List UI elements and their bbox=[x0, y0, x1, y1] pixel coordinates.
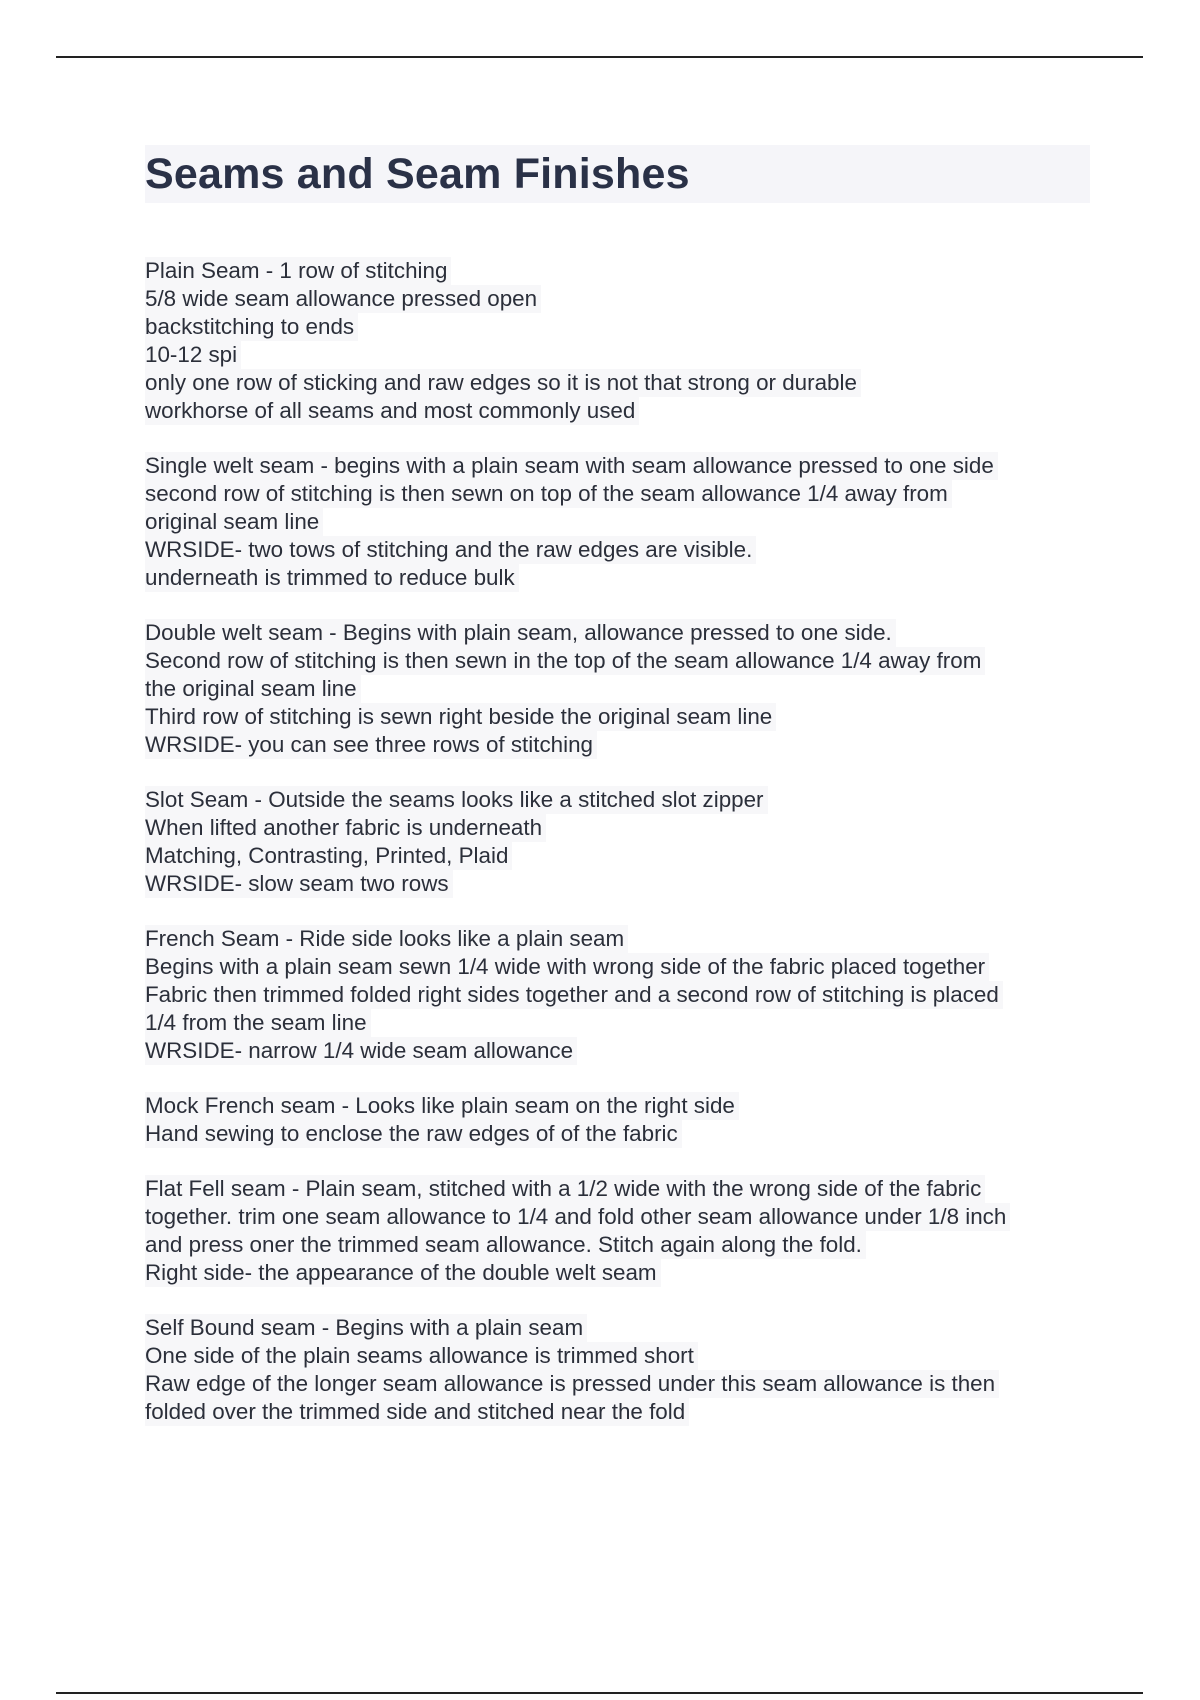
text-line: WRSIDE- you can see three rows of stitching bbox=[145, 731, 597, 759]
text-line: French Seam - Ride side looks like a plain seam bbox=[145, 925, 628, 953]
text-line: folded over the trimmed side and stitched near the fold bbox=[145, 1398, 689, 1426]
text-line: Double welt seam - Begins with plain seam, allowance pressed to one side. bbox=[145, 619, 896, 647]
text-line: together. trim one seam allowance to 1/4 and fold other seam allowance under 1/8 inch bbox=[145, 1203, 1010, 1231]
top-rule bbox=[56, 56, 1143, 58]
section-paragraph bbox=[145, 786, 1090, 898]
text-line: underneath is trimmed to reduce bulk bbox=[145, 564, 519, 592]
sections bbox=[145, 257, 1090, 1426]
text-line: Fabric then trimmed folded right sides together and a second row of stitching is placed bbox=[145, 981, 1003, 1009]
text-line: WRSIDE- two tows of stitching and the raw edges are visible. bbox=[145, 536, 756, 564]
section-paragraph bbox=[145, 1314, 1090, 1426]
section-paragraph bbox=[145, 925, 1090, 1065]
text-line: Right side- the appearance of the double welt seam bbox=[145, 1259, 661, 1287]
bottom-rule bbox=[56, 1692, 1143, 1694]
text-line: 5/8 wide seam allowance pressed open bbox=[145, 285, 541, 313]
text-line: Slot Seam - Outside the seams looks like a stitched slot zipper bbox=[145, 786, 768, 814]
text-line: Plain Seam - 1 row of stitching bbox=[145, 257, 451, 285]
section-paragraph bbox=[145, 1175, 1090, 1287]
text-line: 1/4 from the seam line bbox=[145, 1009, 371, 1037]
text-line: One side of the plain seams allowance is trimmed short bbox=[145, 1342, 698, 1370]
text-line: Single welt seam - begins with a plain seam with seam allowance pressed to one side bbox=[145, 452, 998, 480]
text-line: second row of stitching is then sewn on top of the seam allowance 1/4 away from bbox=[145, 480, 952, 508]
text-line: Mock French seam - Looks like plain seam on the right side bbox=[145, 1092, 739, 1120]
text-line: 10-12 spi bbox=[145, 341, 241, 369]
title-banner bbox=[145, 145, 1090, 203]
text-line: workhorse of all seams and most commonly used bbox=[145, 397, 639, 425]
text-line: Self Bound seam - Begins with a plain seam bbox=[145, 1314, 587, 1342]
text-line: WRSIDE- slow seam two rows bbox=[145, 870, 453, 898]
text-line: Flat Fell seam - Plain seam, stitched with a 1/2 wide with the wrong side of the fabric bbox=[145, 1175, 985, 1203]
text-line: Matching, Contrasting, Printed, Plaid bbox=[145, 842, 512, 870]
text-line: original seam line bbox=[145, 508, 323, 536]
text-line: backstitching to ends bbox=[145, 313, 358, 341]
page-title: Seams and Seam Finishes bbox=[145, 150, 690, 198]
text-line: only one row of sticking and raw edges so it is not that strong or durable bbox=[145, 369, 861, 397]
text-line: the original seam line bbox=[145, 675, 361, 703]
text-line: WRSIDE- narrow 1/4 wide seam allowance bbox=[145, 1037, 577, 1065]
text-line: Third row of stitching is sewn right beside the original seam line bbox=[145, 703, 776, 731]
text-line: Begins with a plain seam sewn 1/4 wide with wrong side of the fabric placed together bbox=[145, 953, 989, 981]
section-paragraph bbox=[145, 257, 1090, 425]
section-paragraph bbox=[145, 619, 1090, 759]
section-paragraph bbox=[145, 452, 1090, 592]
text-line: and press oner the trimmed seam allowance. Stitch again along the fold. bbox=[145, 1231, 866, 1259]
text-line: Second row of stitching is then sewn in the top of the seam allowance 1/4 away from bbox=[145, 647, 985, 675]
text-line: Raw edge of the longer seam allowance is pressed under this seam allowance is then bbox=[145, 1370, 999, 1398]
text-line: Hand sewing to enclose the raw edges of of the fabric bbox=[145, 1120, 682, 1148]
document-body bbox=[145, 145, 1090, 1453]
text-line: When lifted another fabric is underneath bbox=[145, 814, 546, 842]
section-paragraph bbox=[145, 1092, 1090, 1148]
